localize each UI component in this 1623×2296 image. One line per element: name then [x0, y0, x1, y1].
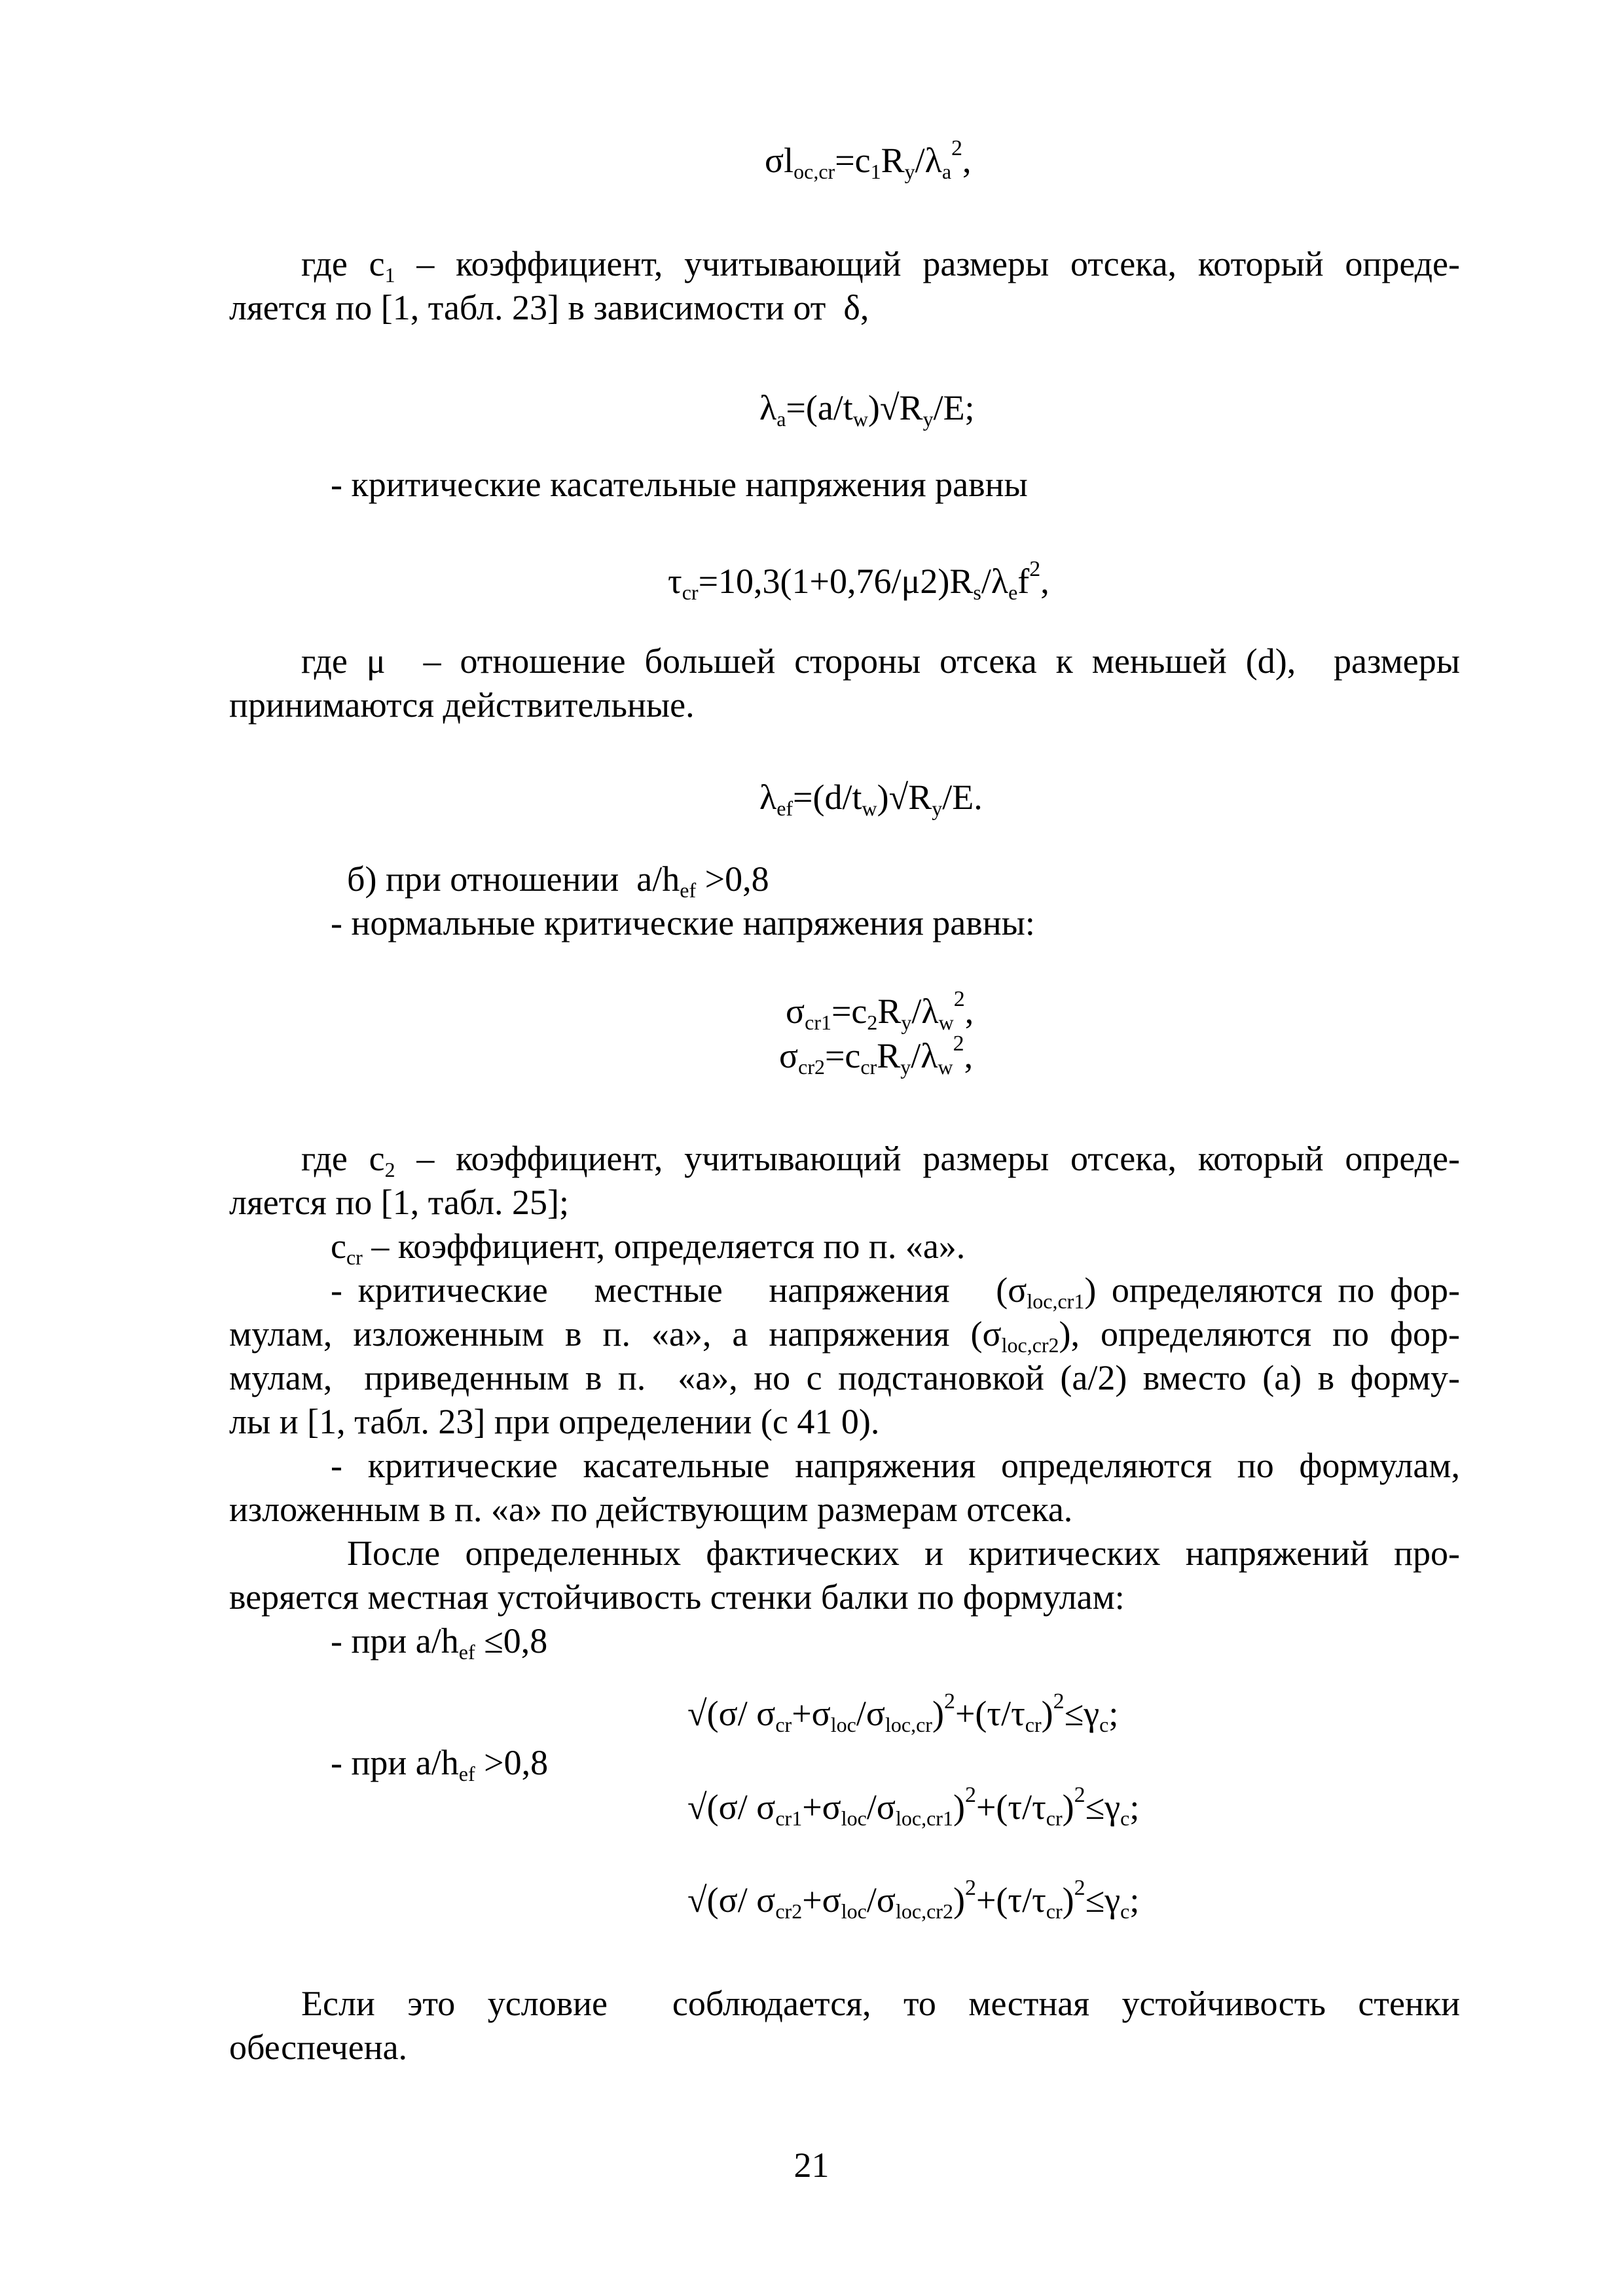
paragraph-local-stresses-line-3: мулам, приведенным в п. «а», но с подстановкой (a/2) вместо (а) в форму-	[229, 1358, 1460, 1397]
formula-lambda-a: $\lambda_a=(a/t_w)√R_y/E$;	[759, 388, 975, 431]
paragraph-after-line-2: веряется местная устойчивость стенки балки по формулам:	[229, 1577, 1125, 1617]
paragraph-local-stresses-line-4: лы и [1, табл. 23] при определении (с 41 0).	[229, 1402, 880, 1441]
text-ccr: $с_{cr}$ – коэффициент, определяется по п. «а».	[331, 1227, 966, 1269]
text-condition-le: - при $a/h_{ef} \le 0,8$	[331, 1621, 548, 1664]
formula-sigma-cr2: $\sigma_{cr2}=c_{cr}R_y/\lambda_w^2$,	[779, 1031, 974, 1079]
formula-tau-cr: $\tau_{cr}=10,3(1+0,76/\mu 2)R_s/\lambda_ef^2$,	[668, 557, 1049, 604]
formula-sigma-cr1: $\sigma_{cr1}=c_2R_y/\lambda_w^2$,	[786, 987, 974, 1034]
paragraph-mu-line-2: принимаются действительные.	[229, 685, 695, 725]
text-tangential-stresses: - критические касательные напряжения равны	[331, 465, 1028, 504]
paragraph-c2-line-1: где $с_2$ – коэффициент, учитывающий размеры отсека, который опреде-	[301, 1139, 1460, 1181]
page-number: 21	[793, 2145, 830, 2185]
paragraph-c1-line-1: где $с_1$ – коэффициент, учитывающий размеры отсека, который опреде-	[301, 244, 1460, 287]
text-normal-stresses: - нормальные критические напряжения равны:	[331, 903, 1035, 942]
formula-check-3: √(σ/ $\sigma_{cr2}+\sigma_{loc}/\sigma_{loc,cr2})^2+(\tau/\tau_{cr})^2\le\gamma_c$;	[687, 1876, 1140, 1923]
paragraph-conclusion-line-2: обеспечена.	[229, 2028, 408, 2067]
paragraph-tangential-line-1: - критические касательные напряжения определяются по формулам,	[331, 1446, 1460, 1485]
formula-check-2: √(σ/ $\sigma_{cr1}+\sigma_{loc}/\sigma_{loc,cr1})^2+(\tau/\tau_{cr})^2\le\gamma_c$;	[687, 1783, 1140, 1830]
formula-lambda-ef: $\lambda_{ef}=(d/t_w)√R_y/E$.	[759, 778, 983, 820]
text-case-b: б) при отношении $a/h_{ef} >0,8$	[347, 859, 769, 902]
paragraph-local-stresses-line-2: мулам, изложенным в п. «а», а напряжения $(\sigma_{loc,cr2})$, определяются по фор-	[229, 1314, 1460, 1357]
paragraph-mu-line-1: где μ – отношение большей стороны отсека к меньшей (d), размеры	[301, 641, 1460, 681]
paragraph-after-line-1: После определенных фактических и критических напряжений про-	[347, 1534, 1460, 1573]
formula-check-1: √(σ/ $\sigma_{cr}+\sigma_{loc}/\sigma_{loc,cr})^2+(\tau/\tau_{cr})^2\le\gamma_c$;	[687, 1689, 1119, 1736]
paragraph-conclusion-line-1: Если это условие соблюдается, то местная устойчивость стенки	[301, 1984, 1460, 2023]
formula-sigma-loc-cr: $\sigma l_{oc,cr}=c_1R_y/\lambda_a^2$,	[765, 136, 972, 183]
paragraph-c2-line-2: ляется по [1, табл. 25];	[229, 1183, 569, 1222]
text-condition-gt: - при $a/h_{ef} >0,8$	[331, 1743, 549, 1785]
paragraph-c1-line-2: ляется по [1, табл. 23] в зависимости от δ,	[229, 288, 869, 327]
paragraph-local-stresses-line-1: - критические местные напряжения $(\sigma_{loc,cr1})$ определяются по фор-	[331, 1270, 1460, 1313]
paragraph-tangential-line-2: изложенным в п. «а» по действующим размерам отсека.	[229, 1490, 1073, 1529]
